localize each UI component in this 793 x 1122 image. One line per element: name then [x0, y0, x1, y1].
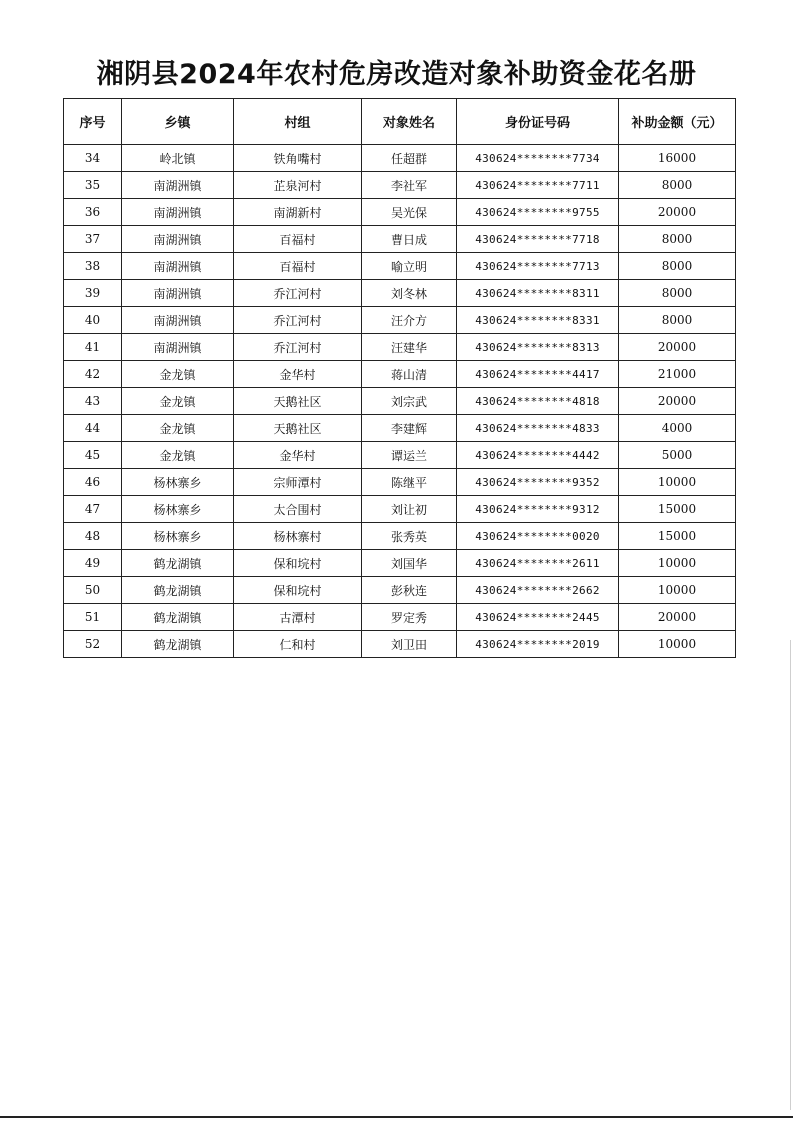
table-row: [64, 415, 736, 442]
cell-serial-number: 52: [64, 631, 122, 658]
cell-id-number: 430624********9755: [457, 199, 619, 226]
cell-serial-number: 34: [64, 145, 122, 172]
cell-id-number: 430624********9352: [457, 469, 619, 496]
cell-id-number: 430624********2445: [457, 604, 619, 631]
cell-subsidy-amount: 8000: [619, 253, 736, 280]
cell-id-number: 430624********7713: [457, 253, 619, 280]
page-title: 湘阴县2024年农村危房改造对象补助资金花名册: [96, 59, 697, 90]
table-row: [64, 496, 736, 523]
table-row: [64, 469, 736, 496]
cell-serial-number: 50: [64, 577, 122, 604]
cell-village: 铁角嘴村: [234, 145, 362, 172]
cell-id-number: 430624********4442: [457, 442, 619, 469]
cell-township: 南湖洲镇: [122, 226, 234, 253]
table-row: [64, 226, 736, 253]
table-row: [64, 631, 736, 658]
table-body: [64, 145, 736, 658]
cell-township: 金龙镇: [122, 442, 234, 469]
cell-serial-number: 51: [64, 604, 122, 631]
cell-township: 金龙镇: [122, 388, 234, 415]
cell-village: 南湖新村: [234, 199, 362, 226]
cell-serial-number: 41: [64, 334, 122, 361]
header-village: 村组: [234, 99, 362, 145]
cell-id-number: 430624********8311: [457, 280, 619, 307]
cell-subsidy-amount: 5000: [619, 442, 736, 469]
cell-village: 百福村: [234, 226, 362, 253]
cell-id-number: 430624********4417: [457, 361, 619, 388]
bottom-rule: [0, 1116, 793, 1118]
cell-serial-number: 44: [64, 415, 122, 442]
table-row: [64, 280, 736, 307]
cell-subsidy-amount: 8000: [619, 226, 736, 253]
cell-subsidy-amount: 16000: [619, 145, 736, 172]
cell-subsidy-amount: 10000: [619, 550, 736, 577]
cell-id-number: 430624********8313: [457, 334, 619, 361]
cell-serial-number: 42: [64, 361, 122, 388]
cell-township: 南湖洲镇: [122, 253, 234, 280]
table-row: [64, 550, 736, 577]
cell-subsidy-amount: 20000: [619, 334, 736, 361]
cell-subsidy-amount: 15000: [619, 523, 736, 550]
cell-serial-number: 36: [64, 199, 122, 226]
cell-subsidy-amount: 8000: [619, 280, 736, 307]
table-row: [64, 253, 736, 280]
header-subsidy-amount: 补助金额（元）: [619, 99, 736, 145]
cell-village: 宗师潭村: [234, 469, 362, 496]
cell-village: 杨林寨村: [234, 523, 362, 550]
cell-recipient-name: 刘宗武: [362, 388, 457, 415]
header-recipient-name: 对象姓名: [362, 99, 457, 145]
header-id-number: 身份证号码: [457, 99, 619, 145]
cell-village: 乔江河村: [234, 280, 362, 307]
cell-village: 保和垸村: [234, 577, 362, 604]
cell-recipient-name: 刘冬林: [362, 280, 457, 307]
cell-serial-number: 48: [64, 523, 122, 550]
cell-id-number: 430624********7711: [457, 172, 619, 199]
cell-recipient-name: 刘国华: [362, 550, 457, 577]
header-township: 乡镇: [122, 99, 234, 145]
cell-subsidy-amount: 21000: [619, 361, 736, 388]
cell-recipient-name: 曹日成: [362, 226, 457, 253]
cell-township: 鹤龙湖镇: [122, 604, 234, 631]
cell-id-number: 430624********4833: [457, 415, 619, 442]
cell-id-number: 430624********2019: [457, 631, 619, 658]
cell-township: 南湖洲镇: [122, 280, 234, 307]
cell-subsidy-amount: 10000: [619, 469, 736, 496]
cell-recipient-name: 张秀英: [362, 523, 457, 550]
cell-township: 杨林寨乡: [122, 496, 234, 523]
table-row: [64, 145, 736, 172]
cell-recipient-name: 任超群: [362, 145, 457, 172]
cell-subsidy-amount: 15000: [619, 496, 736, 523]
cell-township: 金龙镇: [122, 415, 234, 442]
table-row: [64, 307, 736, 334]
cell-village: 天鹅社区: [234, 388, 362, 415]
cell-id-number: 430624********0020: [457, 523, 619, 550]
cell-township: 鹤龙湖镇: [122, 577, 234, 604]
header-serial-number: 序号: [64, 99, 122, 145]
table-row: [64, 361, 736, 388]
cell-recipient-name: 蒋山清: [362, 361, 457, 388]
table-row: [64, 523, 736, 550]
cell-serial-number: 46: [64, 469, 122, 496]
cell-serial-number: 37: [64, 226, 122, 253]
cell-recipient-name: 汪建华: [362, 334, 457, 361]
table-row: [64, 334, 736, 361]
cell-township: 杨林寨乡: [122, 523, 234, 550]
cell-serial-number: 35: [64, 172, 122, 199]
cell-village: 芷泉河村: [234, 172, 362, 199]
cell-serial-number: 40: [64, 307, 122, 334]
cell-village: 百福村: [234, 253, 362, 280]
cell-serial-number: 47: [64, 496, 122, 523]
cell-village: 金华村: [234, 442, 362, 469]
cell-recipient-name: 李建辉: [362, 415, 457, 442]
cell-recipient-name: 汪介方: [362, 307, 457, 334]
cell-recipient-name: 刘让初: [362, 496, 457, 523]
table-row: [64, 172, 736, 199]
table-row: [64, 199, 736, 226]
cell-id-number: 430624********2611: [457, 550, 619, 577]
cell-village: 乔江河村: [234, 307, 362, 334]
cell-subsidy-amount: 20000: [619, 604, 736, 631]
cell-id-number: 430624********7734: [457, 145, 619, 172]
cell-recipient-name: 李社军: [362, 172, 457, 199]
subsidy-roster-table: [63, 98, 736, 658]
cell-village: 仁和村: [234, 631, 362, 658]
cell-township: 南湖洲镇: [122, 199, 234, 226]
cell-township: 鹤龙湖镇: [122, 550, 234, 577]
cell-subsidy-amount: 8000: [619, 307, 736, 334]
cell-village: 太合围村: [234, 496, 362, 523]
cell-village: 金华村: [234, 361, 362, 388]
cell-id-number: 430624********4818: [457, 388, 619, 415]
table-row: [64, 442, 736, 469]
cell-recipient-name: 罗定秀: [362, 604, 457, 631]
cell-subsidy-amount: 10000: [619, 577, 736, 604]
cell-id-number: 430624********8331: [457, 307, 619, 334]
cell-id-number: 430624********7718: [457, 226, 619, 253]
cell-recipient-name: 吴光保: [362, 199, 457, 226]
cell-township: 岭北镇: [122, 145, 234, 172]
cell-serial-number: 49: [64, 550, 122, 577]
cell-subsidy-amount: 20000: [619, 199, 736, 226]
cell-recipient-name: 彭秋连: [362, 577, 457, 604]
cell-village: 保和垸村: [234, 550, 362, 577]
cell-subsidy-amount: 10000: [619, 631, 736, 658]
cell-subsidy-amount: 4000: [619, 415, 736, 442]
table-row: [64, 388, 736, 415]
cell-serial-number: 38: [64, 253, 122, 280]
scan-edge-line: [790, 640, 791, 1110]
cell-township: 杨林寨乡: [122, 469, 234, 496]
cell-village: 古潭村: [234, 604, 362, 631]
cell-township: 南湖洲镇: [122, 307, 234, 334]
cell-id-number: 430624********9312: [457, 496, 619, 523]
header-row: [64, 99, 736, 145]
cell-village: 乔江河村: [234, 334, 362, 361]
cell-township: 金龙镇: [122, 361, 234, 388]
cell-township: 南湖洲镇: [122, 334, 234, 361]
cell-serial-number: 39: [64, 280, 122, 307]
cell-village: 天鹅社区: [234, 415, 362, 442]
cell-recipient-name: 陈继平: [362, 469, 457, 496]
cell-serial-number: 45: [64, 442, 122, 469]
cell-recipient-name: 刘卫田: [362, 631, 457, 658]
cell-township: 南湖洲镇: [122, 172, 234, 199]
cell-id-number: 430624********2662: [457, 577, 619, 604]
table-row: [64, 577, 736, 604]
table-row: [64, 604, 736, 631]
cell-recipient-name: 喻立明: [362, 253, 457, 280]
cell-township: 鹤龙湖镇: [122, 631, 234, 658]
cell-subsidy-amount: 8000: [619, 172, 736, 199]
cell-recipient-name: 谭运兰: [362, 442, 457, 469]
cell-subsidy-amount: 20000: [619, 388, 736, 415]
cell-serial-number: 43: [64, 388, 122, 415]
